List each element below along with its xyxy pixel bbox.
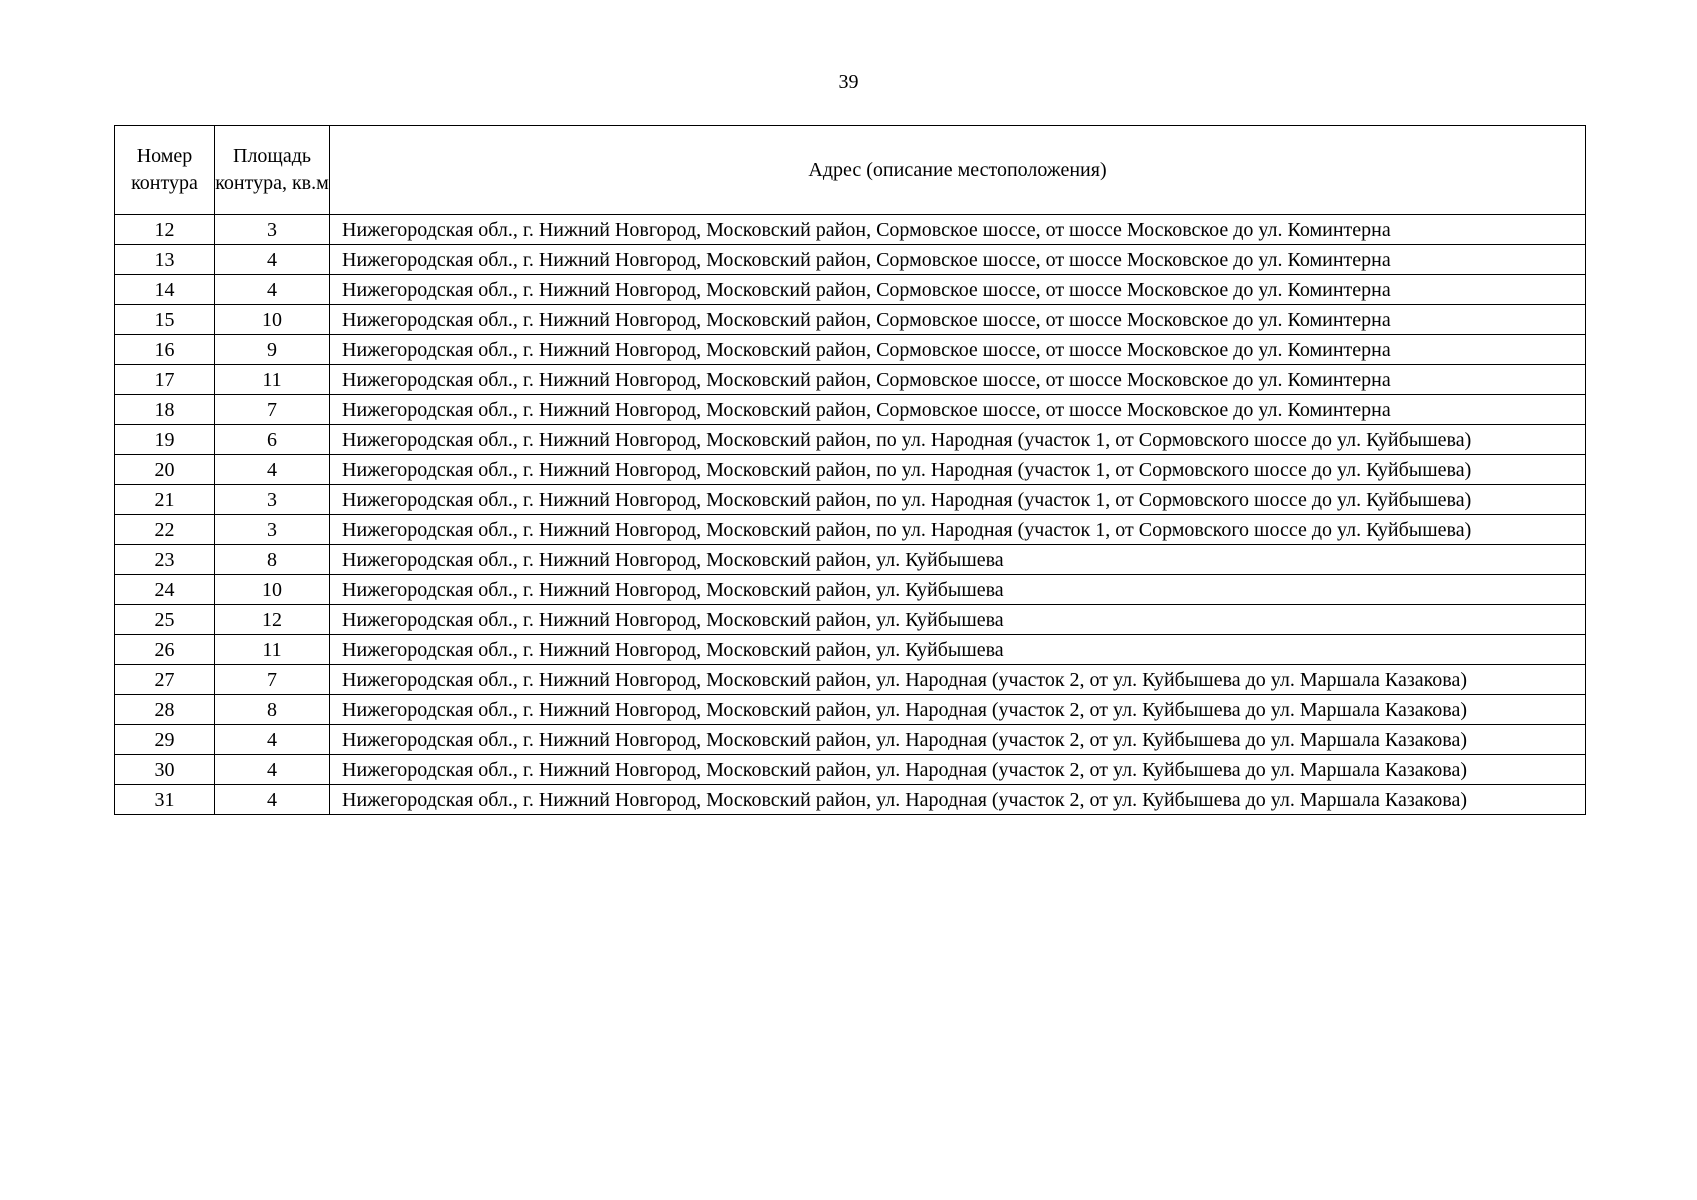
table-row xyxy=(115,245,1586,275)
contour-area-cell: 8 xyxy=(215,695,330,725)
page-number: 39 xyxy=(838,71,859,93)
address-cell: Нижегородская обл., г. Нижний Новгород, Московский район, ул. Народная (участок 2, от ул. Куйбышева до ул. Маршала Казакова) xyxy=(330,785,1586,815)
contour-area-cell: 11 xyxy=(215,635,330,665)
contour-number-cell: 30 xyxy=(115,755,215,785)
contour-area-cell: 10 xyxy=(215,575,330,605)
table-row xyxy=(115,575,1586,605)
table-row xyxy=(115,395,1586,425)
contour-number-cell: 23 xyxy=(115,545,215,575)
contour-area-cell: 8 xyxy=(215,545,330,575)
table-row xyxy=(115,305,1586,335)
address-cell: Нижегородская обл., г. Нижний Новгород, Московский район, Сормовское шоссе, от шоссе Московское до ул. Коминтерна xyxy=(330,305,1586,335)
contour-number-cell: 22 xyxy=(115,515,215,545)
contour-area-cell: 7 xyxy=(215,665,330,695)
address-cell: Нижегородская обл., г. Нижний Новгород, Московский район, по ул. Народная (участок 1, от Сормовского шоссе до ул. Куйбышева) xyxy=(330,485,1586,515)
table-body xyxy=(115,215,1586,815)
contour-number-cell: 15 xyxy=(115,305,215,335)
contour-number-cell: 25 xyxy=(115,605,215,635)
contour-number-cell: 16 xyxy=(115,335,215,365)
contour-number-cell: 26 xyxy=(115,635,215,665)
contour-number-cell: 13 xyxy=(115,245,215,275)
address-cell: Нижегородская обл., г. Нижний Новгород, Московский район, Сормовское шоссе, от шоссе Московское до ул. Коминтерна xyxy=(330,395,1586,425)
table-row xyxy=(115,485,1586,515)
contours-table xyxy=(114,125,1586,815)
contour-number-cell: 19 xyxy=(115,425,215,455)
table-row xyxy=(115,215,1586,245)
address-cell: Нижегородская обл., г. Нижний Новгород, Московский район, по ул. Народная (участок 1, от Сормовского шоссе до ул. Куйбышева) xyxy=(330,425,1586,455)
contour-number-cell: 31 xyxy=(115,785,215,815)
address-cell: Нижегородская обл., г. Нижний Новгород, Московский район, ул. Народная (участок 2, от ул. Куйбышева до ул. Маршала Казакова) xyxy=(330,755,1586,785)
address-cell: Нижегородская обл., г. Нижний Новгород, Московский район, Сормовское шоссе, от шоссе Московское до ул. Коминтерна xyxy=(330,335,1586,365)
contour-number-cell: 18 xyxy=(115,395,215,425)
address-cell: Нижегородская обл., г. Нижний Новгород, Московский район, ул. Куйбышева xyxy=(330,545,1586,575)
header-contour-area: Площадь контура, кв.м xyxy=(215,126,330,215)
address-cell: Нижегородская обл., г. Нижний Новгород, Московский район, ул. Народная (участок 2, от ул. Куйбышева до ул. Маршала Казакова) xyxy=(330,665,1586,695)
address-cell: Нижегородская обл., г. Нижний Новгород, Московский район, ул. Народная (участок 2, от ул. Куйбышева до ул. Маршала Казакова) xyxy=(330,695,1586,725)
contour-number-cell: 17 xyxy=(115,365,215,395)
address-cell: Нижегородская обл., г. Нижний Новгород, Московский район, Сормовское шоссе, от шоссе Московское до ул. Коминтерна xyxy=(330,215,1586,245)
address-cell: Нижегородская обл., г. Нижний Новгород, Московский район, по ул. Народная (участок 1, от Сормовского шоссе до ул. Куйбышева) xyxy=(330,455,1586,485)
contour-number-cell: 28 xyxy=(115,695,215,725)
contour-area-cell: 6 xyxy=(215,425,330,455)
header-address: Адрес (описание местоположения) xyxy=(330,126,1586,215)
table-row xyxy=(115,635,1586,665)
table-row xyxy=(115,515,1586,545)
contour-area-cell: 3 xyxy=(215,515,330,545)
contour-number-cell: 29 xyxy=(115,725,215,755)
contour-number-cell: 14 xyxy=(115,275,215,305)
table-row xyxy=(115,365,1586,395)
contour-area-cell: 12 xyxy=(215,605,330,635)
contour-area-cell: 4 xyxy=(215,755,330,785)
contour-area-cell: 10 xyxy=(215,305,330,335)
table-row xyxy=(115,425,1586,455)
contour-area-cell: 4 xyxy=(215,455,330,485)
contour-area-cell: 4 xyxy=(215,785,330,815)
table-row xyxy=(115,755,1586,785)
contour-area-cell: 7 xyxy=(215,395,330,425)
table-row xyxy=(115,545,1586,575)
contour-area-cell: 4 xyxy=(215,725,330,755)
header-contour-number: Номер контура xyxy=(115,126,215,215)
table-row xyxy=(115,455,1586,485)
table-row xyxy=(115,725,1586,755)
table-row xyxy=(115,605,1586,635)
contour-number-cell: 20 xyxy=(115,455,215,485)
table-row xyxy=(115,665,1586,695)
contour-area-cell: 3 xyxy=(215,215,330,245)
contour-number-cell: 12 xyxy=(115,215,215,245)
address-cell: Нижегородская обл., г. Нижний Новгород, Московский район, ул. Куйбышева xyxy=(330,575,1586,605)
address-cell: Нижегородская обл., г. Нижний Новгород, Московский район, Сормовское шоссе, от шоссе Московское до ул. Коминтерна xyxy=(330,245,1586,275)
address-cell: Нижегородская обл., г. Нижний Новгород, Московский район, Сормовское шоссе, от шоссе Московское до ул. Коминтерна xyxy=(330,275,1586,305)
contour-number-cell: 24 xyxy=(115,575,215,605)
address-cell: Нижегородская обл., г. Нижний Новгород, Московский район, по ул. Народная (участок 1, от Сормовского шоссе до ул. Куйбышева) xyxy=(330,515,1586,545)
contour-area-cell: 3 xyxy=(215,485,330,515)
contour-area-cell: 9 xyxy=(215,335,330,365)
table-row xyxy=(115,335,1586,365)
contour-number-cell: 27 xyxy=(115,665,215,695)
contour-number-cell: 21 xyxy=(115,485,215,515)
table-row xyxy=(115,785,1586,815)
address-cell: Нижегородская обл., г. Нижний Новгород, Московский район, ул. Куйбышева xyxy=(330,635,1586,665)
table-row xyxy=(115,275,1586,305)
contour-area-cell: 4 xyxy=(215,245,330,275)
table-header-row xyxy=(115,126,1586,215)
contour-area-cell: 11 xyxy=(215,365,330,395)
table-row xyxy=(115,695,1586,725)
address-cell: Нижегородская обл., г. Нижний Новгород, Московский район, ул. Народная (участок 2, от ул. Куйбышева до ул. Маршала Казакова) xyxy=(330,725,1586,755)
address-cell: Нижегородская обл., г. Нижний Новгород, Московский район, ул. Куйбышева xyxy=(330,605,1586,635)
contour-area-cell: 4 xyxy=(215,275,330,305)
address-cell: Нижегородская обл., г. Нижний Новгород, Московский район, Сормовское шоссе, от шоссе Московское до ул. Коминтерна xyxy=(330,365,1586,395)
